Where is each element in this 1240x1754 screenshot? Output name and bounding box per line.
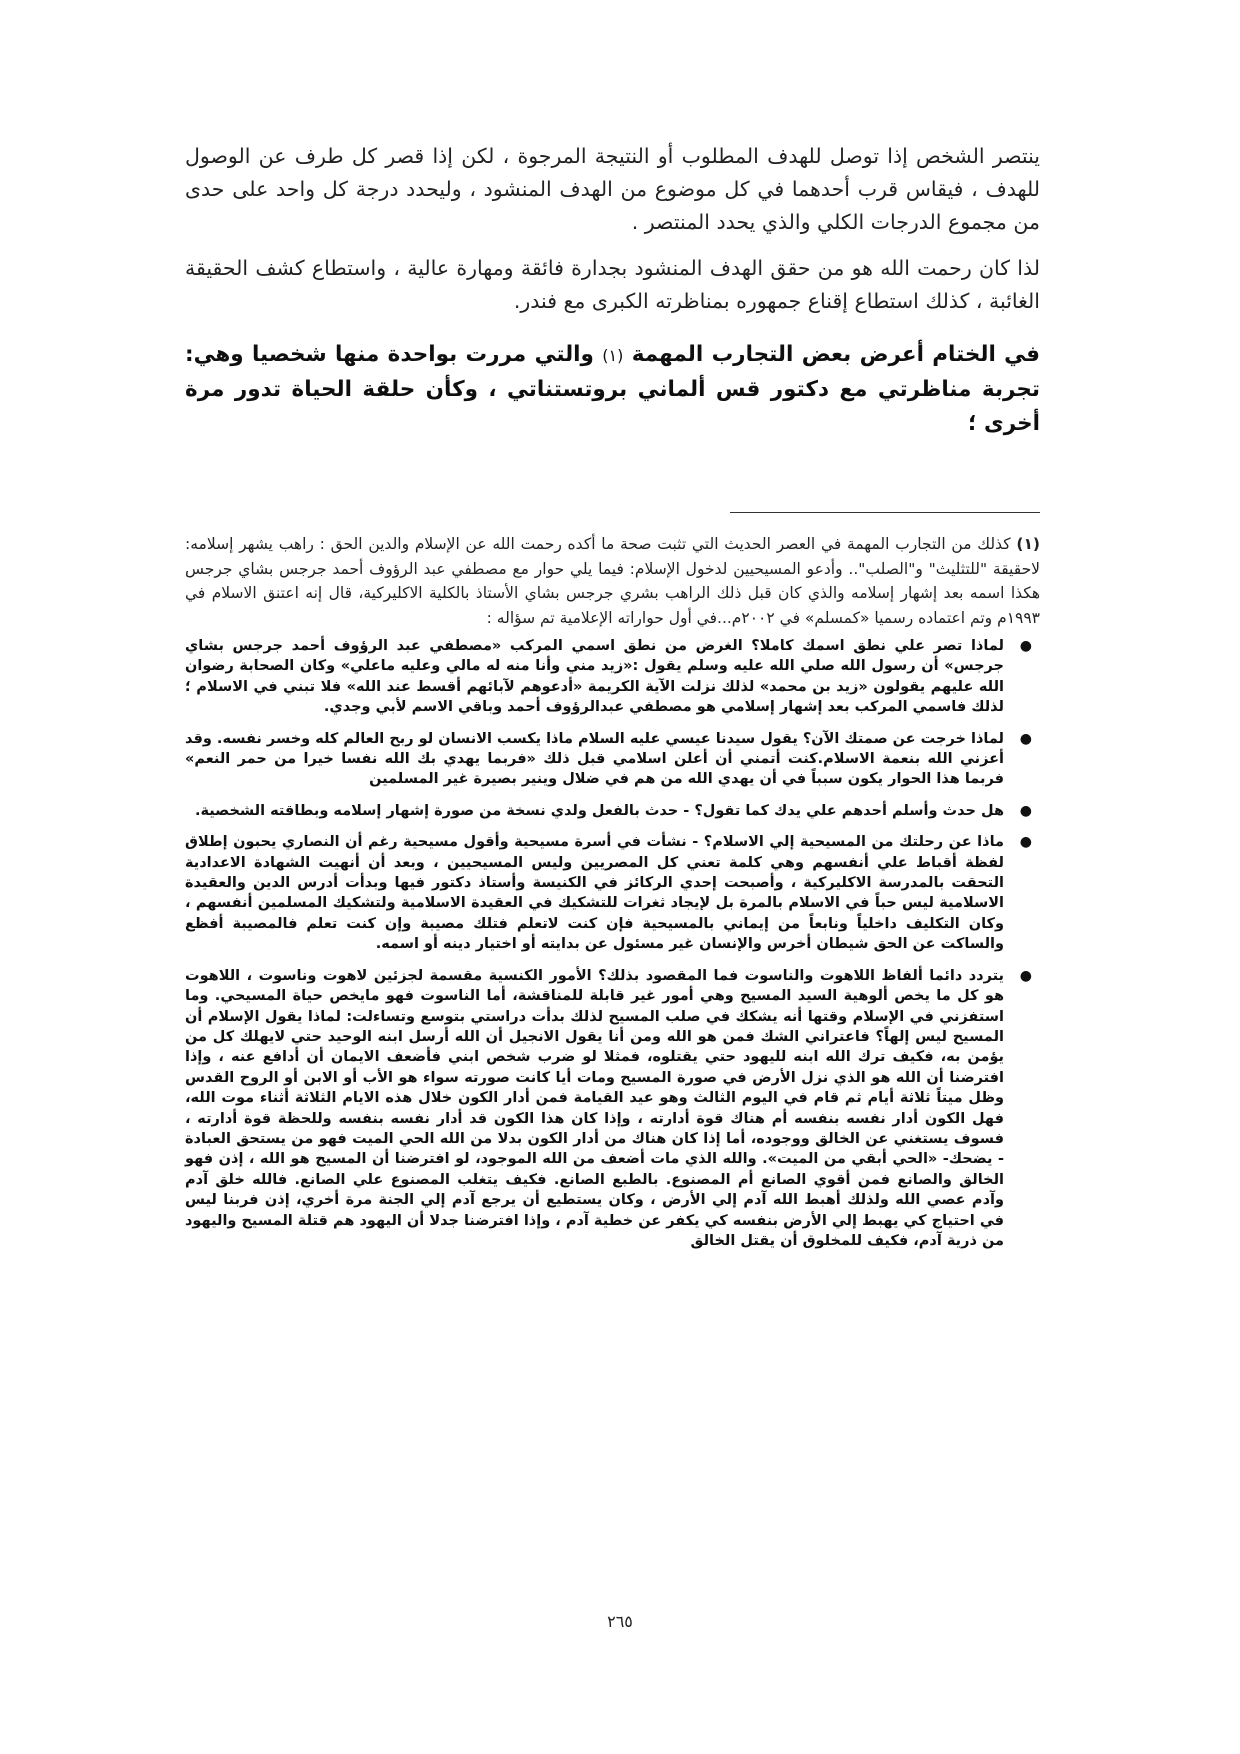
- footnote-intro-text: كذلك من التجارب المهمة في العصر الحديث التي تثبت صحة ما أكده رحمت الله عن الإسلام والدين الحق : راهب يشهر إسلامه: لاحقيقة "للتثليث" و"الصلب".. وأدعو المسيحيين لدخول الإسلام: فيما يلي حوار مع مصطفي عبد الرؤوف أحمد جرجس بشاي جرجس هكذا اسمه بعد إشهار إسلامه والذي كان قبل ذلك الراهب بشري جرجس بشاي الأستاذ بالكلية الاكليركية، قال إنه اعتنق الاسلام في ١٩٩٣م وتم اعتماده رسميا «كمسلم» في ٢٠٠٢م...في أول حواراته الإعلامية تم سؤاله :: [185, 535, 1040, 627]
- footnote-number: (١): [1016, 535, 1040, 553]
- main-text: [185, 140, 1040, 441]
- list-item: [185, 636, 1040, 718]
- bullet-icon: ●: [1019, 967, 1032, 984]
- bullet-icon: ●: [1019, 834, 1032, 851]
- footnote-marker: (١): [602, 346, 624, 365]
- page-number: ٢٦٥: [607, 1612, 633, 1631]
- bullet-icon: ●: [1019, 730, 1032, 747]
- heading-text: والتي مررت بواحدة منها شخصيا وهي: تجربة مناظرتي مع دكتور قس ألماني بروتستناتي ، وكأن حلقة الحياة تدور مرة أخرى ؛: [185, 342, 1040, 436]
- footnote-list: [185, 636, 1040, 1251]
- footnote-intro: [185, 532, 1040, 630]
- footnote-section: [185, 532, 1040, 1262]
- list-item: [185, 966, 1040, 1252]
- bullet-icon: ●: [1019, 802, 1032, 819]
- body-paragraph: ينتصر الشخص إذا توصل للهدف المطلوب أو النتيجة المرجوة ، لكن إذا قصر كل طرف عن الوصول للهدف ، فيقاس قرب أحدهما في كل موضوع من الهدف المنشود ، وليحدد درجة كل واحد على حدى من مجموع الدرجات الكلي والذي يحدد المنتصر .: [185, 144, 1040, 234]
- list-item-text: ماذا عن رحلتك من المسيحية إلي الاسلام؟ - نشأت في أسرة مسيحية وأقول مسيحية رغم أن النصاري يحبون إطلاق لفظة أقباط علي أنفسهم وهي كلمة تعني كل المصريين وليس المسيحيين ، وبعد أن أنهيت الشهادة الاعدادية التحقت بالمدرسة الاكليركية ، وأصبحت إحدي الركائز في الكنيسة وأستاذ دكتور فيها وبدأت أدرس الدين والعقيدة الاسلامية ليس حباً في الاسلام بالمرة بل لإيجاد ثغرات للتشكيك في العقيدة الاسلامية ولتشكيك المسلمين أنفسهم ، وكان التكليف داخلياً ونابعاً من إيماني بالمسيحية فإن كنت لاتعلم فتلك مصيبة وإن كنت تعلم فالمصيبة أفظع والساكت عن الحق شيطان أخرس والإنسان غير مسئول عن بدايته أو اختيار دينه أو اسمه.: [185, 834, 1004, 953]
- list-item-text: لماذا خرجت عن صمتك الآن؟ يقول سيدنا عيسي عليه السلام ماذا يكسب الانسان لو ربح العالم كله وخسر نفسه. وقد أعزني الله بنعمة الاسلام.كنت أتمني أن أعلن اسلامي قبل ذلك «فربما يهدي بك الله نفسا خيرا من حمر النعم» فربما هذا الحوار يكون سبباً في أن يهدي الله من هم في ضلال وينير بصيرة غير المسلمين: [185, 730, 1004, 788]
- footnote-separator: [730, 512, 1040, 513]
- list-item-text: هل حدث وأسلم أحدهم علي يدك كما تقول؟ - حدث بالفعل ولدي نسخة من صورة إشهار إسلامه وبطاقته الشخصية.: [194, 802, 1004, 819]
- heading-text: في الختام أعرض بعض التجارب المهمة: [631, 342, 1041, 367]
- bullet-icon: ●: [1019, 638, 1032, 654]
- list-item-text: لماذا تصر علي نطق اسمك كاملا؟ الغرض من نطق اسمي المركب «مصطفي عبد الرؤوف أحمد جرجس بشاي جرجس» أن رسول الله صلي الله عليه وسلم يقول :«زيد مني وأنا منه له مالي وعليه ماعلي» وكان الصحابة رضوان الله عليهم يقولون «زيد بن محمد» لذلك نزلت الآية الكريمة «أدعوهم لآبائهم أقسط عند الله» فلا تبني في الاسلام ؛ لذلك فاسمي المركب بعد إشهار إسلامي هو مصطفي عبدالرؤوف أحمد وباقي الاسم لأبي وجدي.: [185, 638, 1004, 716]
- list-item: [185, 729, 1040, 790]
- section-heading: [185, 338, 1040, 441]
- list-item: [185, 832, 1040, 954]
- body-paragraph: لذا كان رحمت الله هو من حقق الهدف المنشود بجدارة فائقة ومهارة عالية ، واستطاع كشف الحقيقة الغائبة ، كذلك استطاع إقناع جمهوره بمناظرته الكبرى مع فندر.: [185, 256, 1040, 313]
- list-item-text: يتردد دائما ألفاظ اللاهوت والناسوت فما المقصود بذلك؟ الأمور الكنسية مقسمة لجزئين لاهوت وناسوت ، اللاهوت هو كل ما يخص ألوهية السيد المسيح وهي أمور غير قابلة للمناقشة، أما الناسوت فهو مايخص حياة المسيحي. وما استفزني في الإسلام وقتها أنه يشكك في صلب المسيح لذلك بدأت دراستي بتوسع وتساءلت: لماذا يقول الإسلام أن المسيح ليس إلهاً؟ فاعتراني الشك فمن هو الله ومن أنا يقول الانجيل أن الله أرسل ابنه الوحيد حتي لايهلك كل من يؤمن به، فكيف ترك الله ابنه لليهود حتي يقتلوه، فمثلا لو ضرب شخص ابني فأضعف الايمان أن أدافع عنه ، وإذا افترضنا أن الله هو الذي نزل الأرض في صورة المسيح ومات أيا كانت صورته سواء هو الأب أو الابن أو الروح القدس وظل ميتاً ثلاثة أيام ثم قام في اليوم الثالث وهو عيد القيامة فمن أدار الكون خلال هذه الايام الثلاثة أثناء موت الله، فهل الكون أدار نفسه بنفسه أم هناك قوة أدارته ، وإذا كان هذا الكون قد أدار نفسه بنفسه وللحظة قوة أدارته ، فسوف يستغني عن الخالق ووجوده، أما إذا كان هناك من أدار الكون بدلا من الله الحي الميت فهو من يستحق العبادة - يضحك- «الحي أبقي من الميت». والله الذي مات أضعف من الله الموجود، لو افترضنا أن المسيح هو الله ، إذن فهو الخالق والصانع فمن أقوي الصانع أم المصنوع. بالطبع الصانع. فكيف يتغلب المصنوع علي الصانع. فالله خلق آدم وآدم عصي الله ولذلك أهبط الله آدم إلي الأرض ، وكان يستطيع أن يرجع آدم إلي الجنة مرة أخري، إذن فربنا ليس في احتياج كي يهبط إلي الأرض بنفسه كي يكفر عن خطية آدم ، وإذا افترضنا جدلا أن اليهود هم قتلة المسيح واليهود من ذرية آدم، فكيف للمخلوق أن يقتل الخالق: [184, 967, 1004, 1249]
- list-item: [185, 801, 1040, 821]
